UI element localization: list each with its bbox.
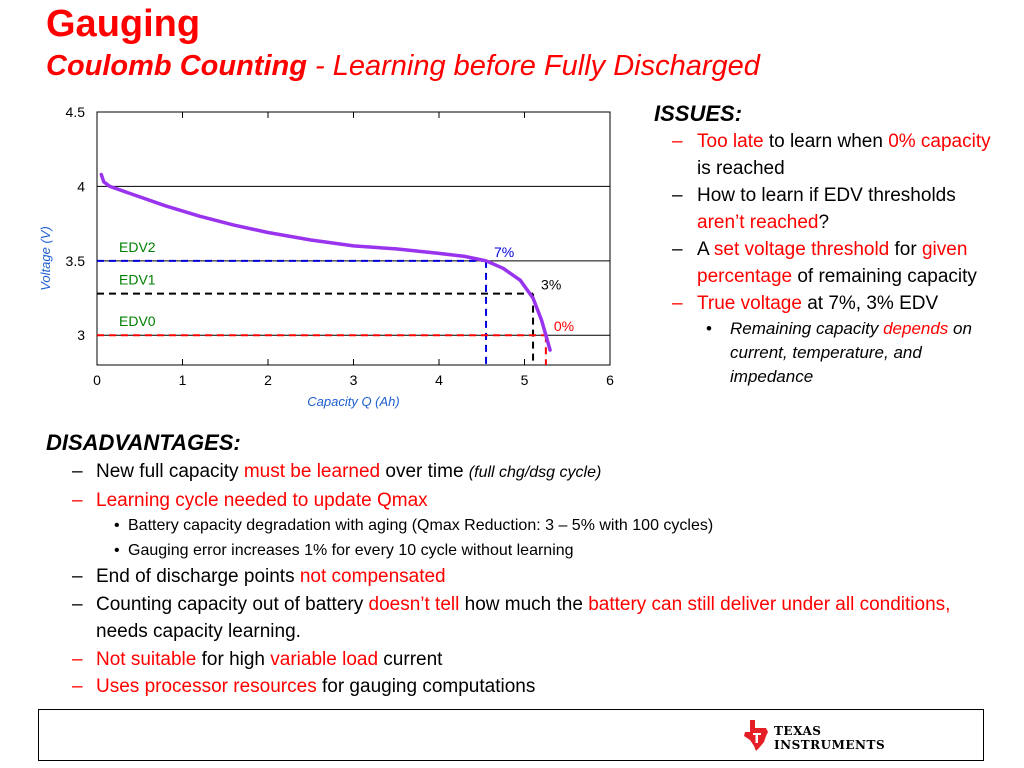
discharge-chart — [0, 95, 640, 415]
disadvantage-subitem-2: • Gauging error increases 1% for every 10 cycle without learning — [46, 539, 986, 564]
disadvantage-item-5: – Not suitable for high variable load current — [46, 646, 986, 674]
x-tick-label: 5 — [520, 372, 529, 388]
x-tick-label: 2 — [264, 372, 272, 388]
logo-line-1: TEXAS — [774, 724, 822, 738]
disadvantage-item-6: – Uses processor resources for gauging computations — [46, 673, 986, 701]
subtitle-rest: - Learning before Fully Discharged — [306, 50, 760, 82]
issues-item-4: – True voltage at 7%, 3% EDV — [654, 290, 1004, 317]
x-tick-label: 4 — [435, 372, 443, 388]
x-tick-label: 1 — [178, 372, 187, 388]
bullet-marker: • — [706, 319, 712, 338]
issues-heading: ISSUES: — [654, 101, 743, 126]
ti-logo — [742, 716, 886, 756]
threshold-label: EDV1 — [119, 271, 156, 288]
threshold-percent-label: 7% — [494, 243, 515, 260]
issues-section — [654, 100, 1004, 389]
dash-marker: – — [72, 676, 83, 697]
issues-item-2: – How to learn if EDV thresholds aren’t reached? — [654, 182, 1004, 236]
y-tick-label: 4.5 — [65, 104, 85, 120]
slide-subtitle — [46, 48, 760, 84]
x-tick-label: 6 — [606, 372, 614, 388]
disadvantage-item-4: – Counting capacity out of battery doesn’t tell how much the battery can still deliver under all conditions, needs capacity learning. — [46, 591, 986, 646]
dash-marker: – — [672, 185, 683, 206]
disadvantages-section — [46, 428, 986, 701]
y-axis-label: Voltage (V) — [38, 226, 53, 291]
discharge-curve — [101, 175, 550, 351]
disadvantages-heading: DISADVANTAGES: — [46, 430, 241, 455]
issues-item-1: – Too late to learn when 0% capacity is reached — [654, 128, 1004, 182]
y-tick-label: 4 — [77, 178, 85, 195]
dash-marker: – — [672, 131, 683, 152]
threshold-label: EDV0 — [119, 313, 156, 330]
x-axis-label: Capacity Q (Ah) — [307, 394, 400, 409]
dash-marker: – — [672, 239, 683, 260]
x-tick-label: 0 — [93, 372, 101, 388]
dash-marker: – — [672, 293, 683, 314]
disadvantage-item-2: – Learning cycle needed to update Qmax — [46, 487, 986, 515]
dash-marker: – — [72, 593, 83, 615]
dash-marker: – — [72, 461, 83, 482]
subtitle-bold: Coulomb Counting — [46, 50, 307, 82]
threshold-percent-label: 0% — [553, 318, 575, 335]
logo-line-2: INSTRUMENTS — [774, 738, 886, 752]
x-tick-label: 3 — [349, 372, 358, 388]
disadvantage-item-3: – End of discharge points not compensated — [46, 563, 986, 591]
texas-state-icon — [742, 718, 770, 752]
dash-marker: – — [72, 648, 83, 670]
bullet-marker: • — [114, 541, 120, 559]
slide-title: Gauging — [46, 3, 201, 45]
dash-marker: – — [72, 566, 83, 587]
disadvantage-item-1: – New full capacity must be learned over time (full chg/dsg cycle) — [46, 458, 986, 487]
y-tick-label: 3.5 — [65, 252, 85, 269]
bullet-marker: • — [114, 517, 120, 534]
threshold-label: EDV2 — [119, 238, 156, 255]
issues-item-3: – A set voltage threshold for given percentage of remaining capacity — [654, 236, 1004, 290]
plot-frame — [97, 112, 610, 365]
dash-marker: – — [72, 489, 83, 511]
y-tick-label: 3 — [77, 327, 85, 344]
disadvantage-subitem-1: • Battery capacity degradation with aging (Qmax Reduction: 3 – 5% with 100 cycles) — [46, 514, 986, 539]
threshold-percent-label: 3% — [541, 276, 562, 293]
issues-subitem: • Remaining capacity depends on current, temperature, and impedance — [706, 319, 972, 386]
